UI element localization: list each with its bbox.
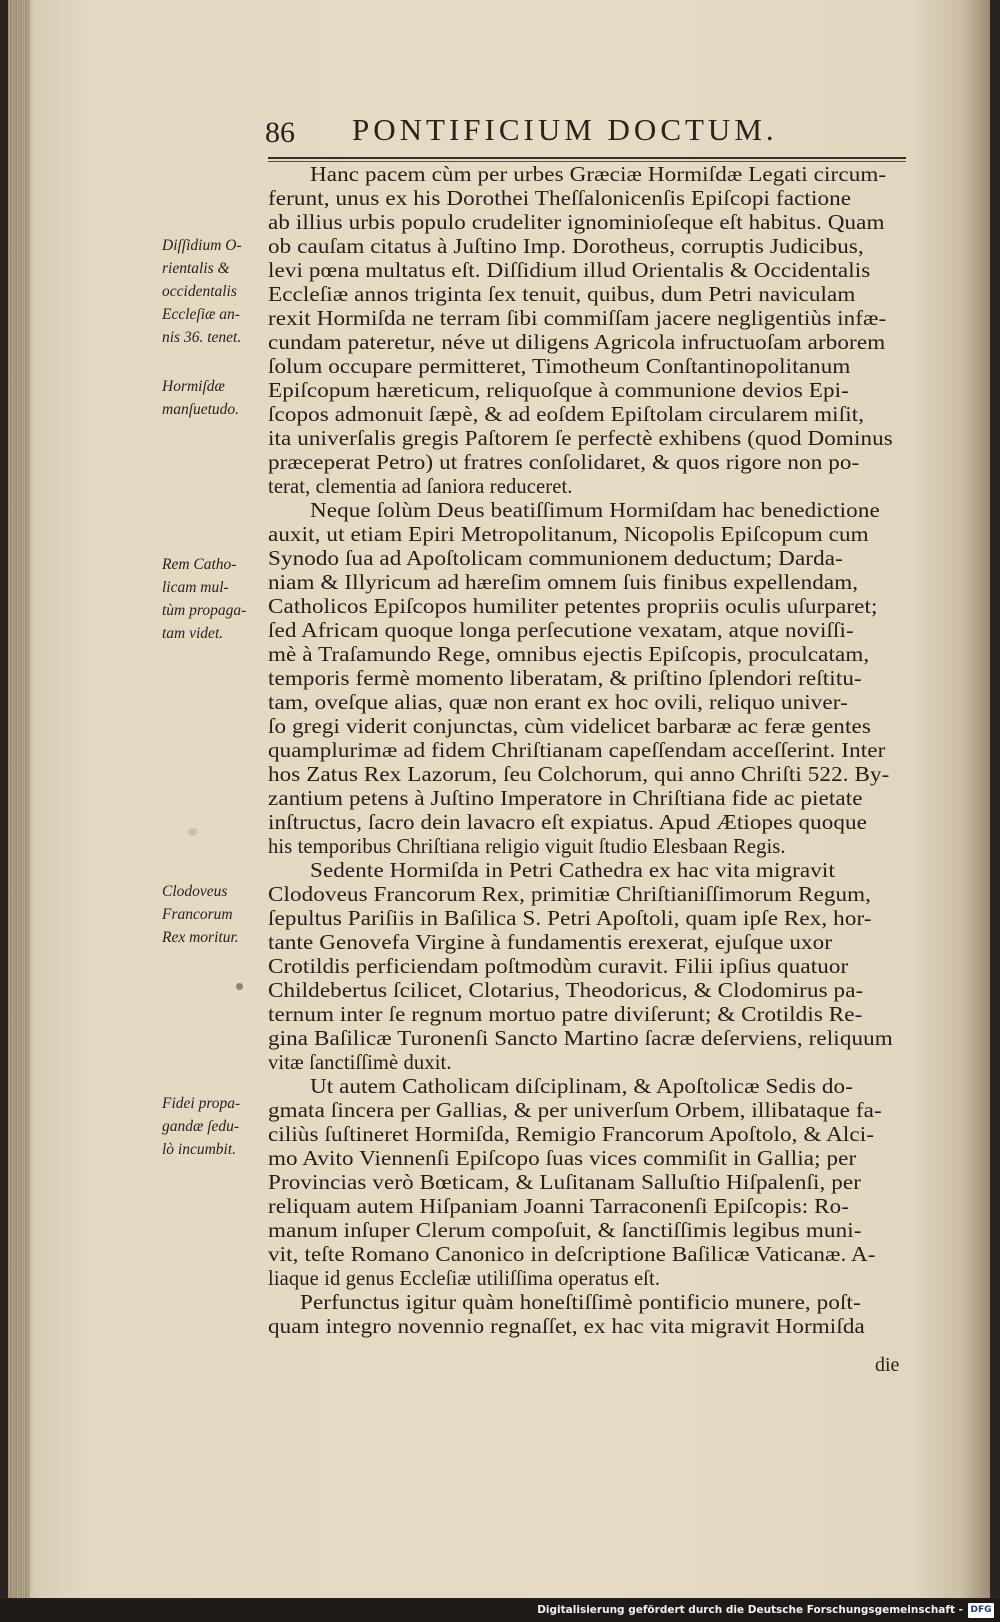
text-line: temporis fermè momento liberatam, & priſtino ſplendori reſtitu- (268, 668, 862, 690)
margin-note-line: occidentalis (162, 283, 237, 300)
text-line: Epiſcopum hæreticum, reliquoſque à communione devios Epi- (268, 380, 849, 402)
text-line: terat, clementia ad ſaniora reduceret. (268, 476, 573, 498)
text-line: Synodo ſua ad Apoſtolicam communionem deductum; Darda- (268, 548, 843, 570)
text-line: manum inſuper Clerum compoſuit, & ſanctiſſimis legibus muni- (268, 1220, 862, 1242)
margin-note (162, 234, 266, 349)
text-line: tam, oveſque alias, quæ non erant ex hoc ovili, reliquo univer- (268, 692, 848, 714)
text-line: Provincias verò Bœticam, & Luſitanam Salluſtio Hiſpalenſi, per (268, 1172, 862, 1194)
margin-note (162, 553, 266, 645)
text-line: quamplurimæ ad fidem Chriſtianam capeſſendam acceſſerint. Inter (268, 740, 886, 762)
margin-note-line: rientalis & (162, 260, 230, 277)
margin-note-line: Diſſidium O- (162, 237, 242, 254)
margin-note-line: Fidei propa- (162, 1095, 241, 1112)
text-line: ſcopos admonuit ſæpè, & ad eoſdem Epiſtolam circularem miſit, (268, 404, 865, 426)
margin-note-line: Francorum (162, 906, 233, 923)
running-head: PONTIFICIUM DOCTUM. (352, 112, 778, 147)
margin-note-line: Eccleſiæ an- (162, 306, 240, 323)
text-line: Catholicos Epiſcopos humiliter petentes propriis oculis uſurparet; (268, 596, 878, 618)
text-line: ob cauſam citatus à Juſtino Imp. Dorotheus, corruptis Judicibus, (268, 236, 864, 258)
text-line: reliquam autem Hiſpaniam Joanni Tarraconenſi Epiſcopis: Ro- (268, 1196, 850, 1218)
text-line: Neque ſolùm Deus beatiſſimum Hormiſdam hac benedictione (310, 500, 880, 522)
margin-note-line: Hormiſdæ (162, 378, 225, 395)
page-number: 86 (265, 116, 295, 149)
text-line: ita univerſalis gregis Paſtorem ſe perfectè exhibens (quod Dominus (268, 428, 893, 450)
margin-note-line: Clodoveus (162, 883, 228, 900)
text-line: Perfunctus igitur quàm honeſtiſſimè pontificio munere, poſt- (300, 1292, 861, 1314)
text-line: mè à Traſamundo Rege, omnibus ejectis Epiſcopis, proculcatam, (268, 644, 870, 666)
text-line: ab illius urbis populo crudeliter ignominioſeque eſt habitus. Quam (268, 212, 885, 234)
text-line: levi pœna multatus eſt. Diſſidium illud Orientalis & Occidentalis (268, 260, 871, 282)
text-line: liaque id genus Eccleſiæ utiliſſima operatus eſt. (268, 1268, 661, 1290)
text-line: ſo gregi viderit conjunctas, cùm videlicet barbaræ ac feræ gentes (268, 716, 871, 738)
text-line: Eccleſiæ annos triginta ſex tenuit, quibus, dum Petri naviculam (268, 284, 856, 306)
text-line: quam integro novennio regnaſſet, ex hac vita migravit Hormiſda (268, 1316, 865, 1338)
page-header (265, 112, 905, 156)
text-line: tante Genovefa Virgine à fundamentis erexerat, ejuſque uxor (268, 932, 833, 954)
margin-note (162, 375, 266, 421)
digitization-footer (0, 1599, 1000, 1622)
text-line: rexit Hormiſda ne terram ſibi commiſſam jacere negligentiùs infæ- (268, 308, 887, 330)
header-rule (268, 157, 906, 159)
margin-note-line: Rem Catho- (162, 556, 237, 573)
text-line: vit, teſte Romano Canonico in deſcriptione Baſilicæ Vaticanæ. A- (268, 1244, 876, 1266)
text-line: Hanc pacem cùm per urbes Græciæ Hormiſdæ Legati circum- (310, 164, 887, 186)
text-line: auxit, ut etiam Epiri Metropolitanum, Nicopolis Epiſcopum cum (268, 524, 869, 546)
text-line: his temporibus Chriſtiana religio viguit ſtudio Elesbaan Regis. (268, 836, 786, 858)
margin-note-line: nis 36. tenet. (162, 329, 242, 346)
text-line: cundam pateretur, néve ut diligens Agricola infructuoſam arborem (268, 332, 886, 354)
text-line: Clodoveus Francorum Rex, primitiæ Chriſtianiſſimorum Regum, (268, 884, 872, 906)
margin-note-line: tam videt. (162, 625, 224, 642)
footer-credit-text: Digitalisierung gefördert durch die Deutsche Forschungsgemeinschaft - (537, 1604, 963, 1616)
text-line: ferunt, unus ex his Dorothei Theſſalonicenſis Epiſcopi factione (268, 188, 852, 210)
paper-stain (236, 983, 243, 990)
text-line: ternum inter ſe regnum mortuo patre diviſerunt; & Crotildis Re- (268, 1004, 863, 1026)
text-line: hos Zatus Rex Lazorum, ſeu Colchorum, qui anno Chriſti 522. By- (268, 764, 890, 786)
text-line: zantium petens à Juſtino Imperatore in Chriſtiana fide ac pietate (268, 788, 863, 810)
catchword: die (875, 1354, 900, 1376)
text-line: ciliùs ſuſtineret Hormiſda, Remigio Francorum Apoſtolo, & Alci- (268, 1124, 875, 1146)
margin-note-line: gandæ ſedu- (162, 1118, 240, 1135)
text-line: ſed Africam quoque longa perſecutione vexatam, atque noviſſi- (268, 620, 854, 642)
text-line: Crotildis perficiendam poſtmodùm curavit. Filii ipſius quatuor (268, 956, 849, 978)
margin-note-line: Rex moritur. (162, 929, 239, 946)
margin-note-line: manſuetudo. (162, 401, 240, 418)
text-line: inſtructus, ſacro dein lavacro eſt expiatus. Apud Ætiopes quoque (268, 812, 868, 834)
dfg-logo-icon: DFG (968, 1603, 994, 1618)
text-line: præceperat Petro) ut fratres conſolidaret, & quos rigore non po- (268, 452, 860, 474)
text-line: ſepultus Pariſiis in Baſilica S. Petri Apoſtoli, quam ipſe Rex, hor- (268, 908, 872, 930)
text-line: ſolum occupare permitteret, Timotheum Conſtantinopolitanum (268, 356, 851, 378)
text-line: niam & Illyricum ad hæreſim omnem ſuis finibus expellendam, (268, 572, 859, 594)
body-text (268, 163, 918, 1339)
text-line: Sedente Hormiſda in Petri Cathedra ex hac vita migravit (310, 860, 835, 882)
margin-note-line: lò incumbit. (162, 1141, 237, 1158)
margin-note-line: licam mul- (162, 579, 229, 596)
header-rule-thin (268, 161, 906, 162)
paper-stain (188, 828, 197, 836)
text-line: mo Avito Viennenſi Epiſcopo ſuas vices commiſit in Gallia; per (268, 1148, 857, 1170)
text-line: Ut autem Catholicam diſciplinam, & Apoſtolicæ Sedis do- (310, 1076, 854, 1098)
margin-note-line: tùm propaga- (162, 602, 247, 619)
text-line: gmata ſincera per Gallias, & per univerſum Orbem, illibataque fa- (268, 1100, 882, 1122)
margin-note (162, 1092, 266, 1161)
margin-note (162, 880, 266, 949)
text-line: vitæ ſanctiſſimè duxit. (268, 1052, 452, 1074)
text-line: Childebertus ſcilicet, Clotarius, Theodoricus, & Clodomirus pa- (268, 980, 864, 1002)
text-line: gina Baſilicæ Turonenſi Sancto Martino ſacræ deſerviens, reliquum (268, 1028, 893, 1050)
